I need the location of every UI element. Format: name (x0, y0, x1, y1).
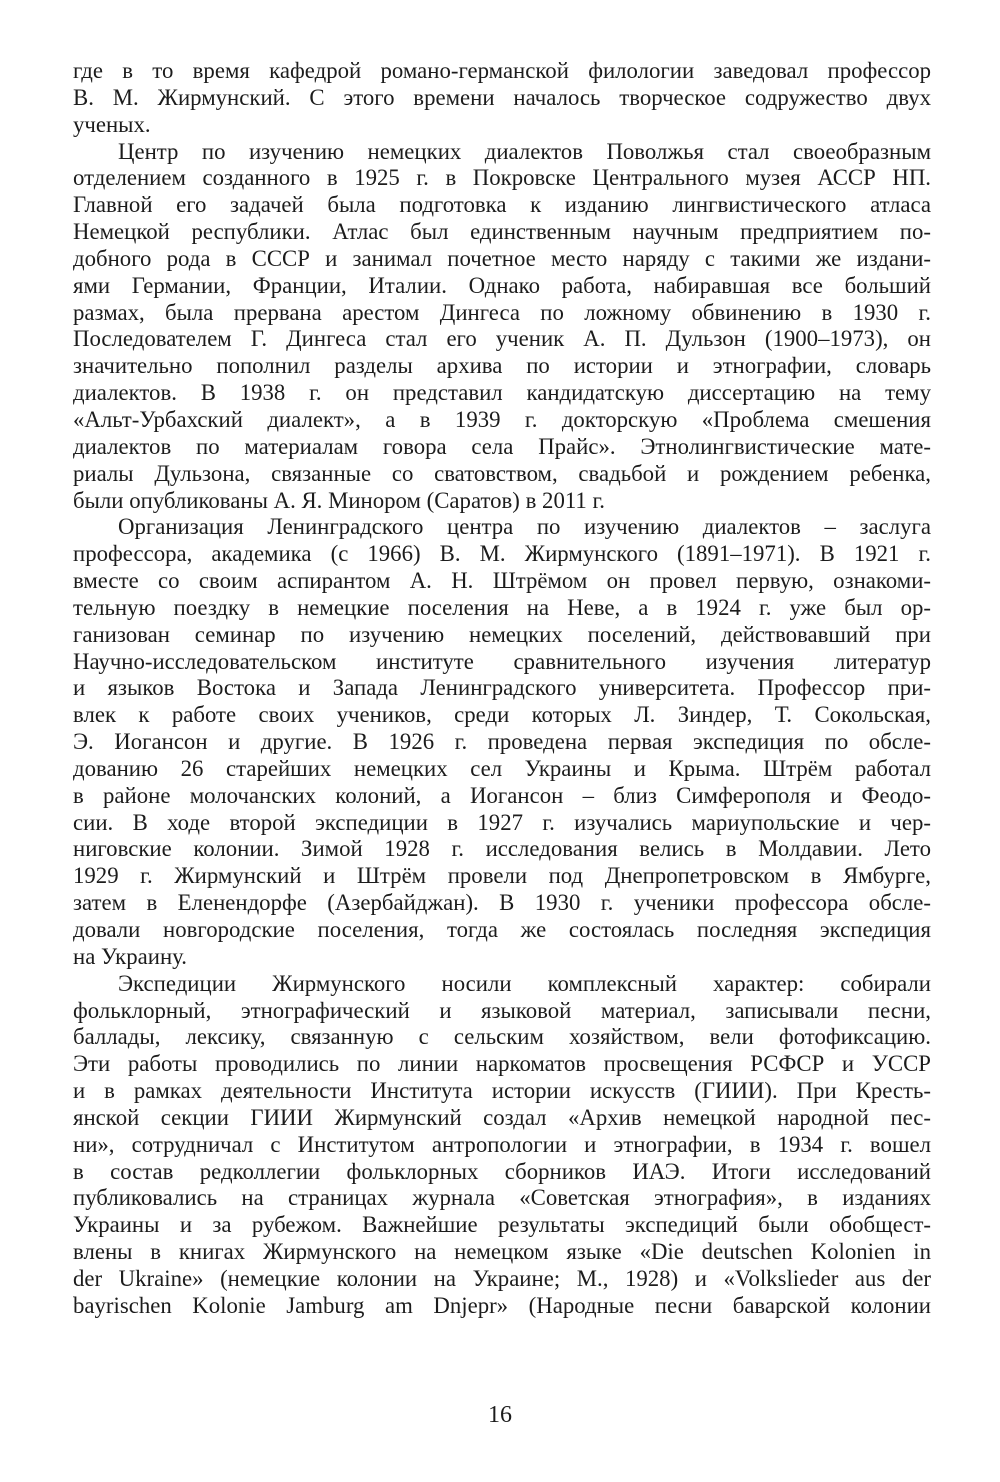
text-line: Организация Ленинградского центра по изучению диалектов – заслуга (118, 514, 931, 540)
text-line: Эти работы проводились по линии наркоматов просвещения РСФСР и УССР (73, 1051, 931, 1077)
text-line: вместе со своим аспирантом А. Н. Штрёмом он провел первую, ознакоми- (73, 568, 931, 594)
paragraph (73, 971, 931, 1320)
text-line: диалектов по материалам говора села Прайс». Этнолингвистические мате- (73, 433, 931, 459)
paragraph (73, 58, 931, 139)
text-line: Экспедиции Жирмунского носили комплексный характер: собирали (118, 970, 931, 996)
text-line: значительно пополнил разделы архива по истории и этнографии, словарь (73, 353, 931, 379)
text-line: размах, была прервана арестом Дингеса по ложному обвинению в 1930 г. (73, 299, 931, 325)
text-line: der Ukraine» (немецкие колонии на Украине; М., 1928) и «Volkslieder aus der (73, 1265, 931, 1291)
text-line: риалы Дульзона, связанные со сватовством, свадьбой и рождением ребенка, (73, 460, 931, 486)
text-line: bayrischen Kolonie Jamburg am Dnjepr» (Народные песни баварской колонии (73, 1292, 931, 1318)
page-number: 16 (488, 1402, 512, 1428)
text-line: профессора, академика (с 1966) В. М. Жирмунского (1891–1971). В 1921 г. (73, 541, 931, 567)
text-line: затем в Еленендорфе (Азербайджан). В 1930 г. ученики профессора обсле- (73, 890, 931, 916)
paragraph (73, 514, 931, 970)
text-line: в районе молочанских колоний, а Иогансон – близ Симферополя и Феодо- (73, 782, 931, 808)
text-line: баллады, лексику, связанную с сельским хозяйством, вели фотофиксацию. (73, 1024, 931, 1050)
text-line: Главной его задачей была подготовка к изданию лингвистического атласа (73, 192, 931, 218)
text-line: 1929 г. Жирмунский и Штрём провели под Днепропетровском в Ямбурге, (73, 863, 931, 889)
text-line: были опубликованы А. Я. Минором (Саратов) в 2011 г. (73, 487, 605, 513)
text-line: тельную поездку в немецкие поселения на Неве, а в 1924 г. уже был ор- (73, 594, 931, 620)
text-line: ниговские колонии. Зимой 1928 г. исследования велись в Молдавии. Лето (73, 836, 931, 862)
text-line: диалектов. В 1938 г. он представил кандидатскую диссертацию на тему (73, 380, 931, 406)
text-line: и языков Востока и Запада Ленинградского университета. Профессор при- (73, 675, 931, 701)
paragraph (73, 139, 931, 515)
text-line: и в рамках деятельности Института истории искусств (ГИИИ). При Кресть- (73, 1078, 931, 1104)
text-line: Немецкой республики. Атлас был единственным научным предприятием по- (73, 219, 931, 245)
text-line: ганизован семинар по изучению немецких поселений, действовавший при (73, 621, 931, 647)
text-line: ученых. (73, 111, 151, 137)
body-text (73, 58, 931, 1320)
text-line: Украины и за рубежом. Важнейшие результаты экспедиций были обобщест- (73, 1212, 931, 1238)
text-line: ни», сотрудничал с Институтом антропологии и этнографии, в 1934 г. вошел (73, 1131, 931, 1157)
text-line: влек к работе своих учеников, среди которых Л. Зиндер, Т. Сокольская, (73, 702, 931, 728)
text-line: публиковались на страницах журнала «Советская этнография», в изданиях (73, 1185, 931, 1211)
text-line: сии. В ходе второй экспедиции в 1927 г. изучались мариупольские и чер- (73, 809, 931, 835)
text-line: отделением созданного в 1925 г. в Покровске Центрального музея АССР НП. (73, 165, 931, 191)
text-line: «Альт-Урбахский диалект», а в 1939 г. докторскую «Проблема смешения (73, 406, 931, 432)
text-line: добного рода в СССР и занимал почетное место наряду с такими же издани- (73, 245, 931, 271)
text-line: в состав редколлегии фольклорных сборников ИАЭ. Итоги исследований (73, 1158, 931, 1184)
text-line: влены в книгах Жирмунского на немецком языке «Die deutschen Kolonien in (73, 1239, 931, 1265)
text-line: Последователем Г. Дингеса стал его ученик А. П. Дульзон (1900–1973), он (73, 326, 931, 352)
text-line: фольклорный, этнографический и языковой материал, записывали песни, (73, 997, 931, 1023)
text-line: дованию 26 старейших немецких сел Украины и Крыма. Штрём работал (73, 755, 931, 781)
text-line: ями Германии, Франции, Италии. Однако работа, набиравшая все больший (73, 272, 931, 298)
text-line: В. М. Жирмунский. С этого времени началось творческое содружество двух (73, 84, 931, 110)
text-line: янской секции ГИИИ Жирмунский создал «Архив немецкой народной пес- (73, 1104, 931, 1130)
text-line: где в то время кафедрой романо-германской филологии заведовал профессор (73, 58, 931, 83)
text-line: на Украину. (73, 943, 187, 969)
text-line: Научно-исследовательском институте сравнительного изучения литератур (73, 648, 931, 674)
text-line: довали новгородские поселения, тогда же состоялась последняя экспедиция (73, 917, 931, 942)
text-line: Центр по изучению немецких диалектов Поволжья стал своеобразным (118, 138, 931, 164)
text-line: Э. Иогансон и другие. В 1926 г. проведена первая экспедиция по обсле- (73, 729, 931, 755)
